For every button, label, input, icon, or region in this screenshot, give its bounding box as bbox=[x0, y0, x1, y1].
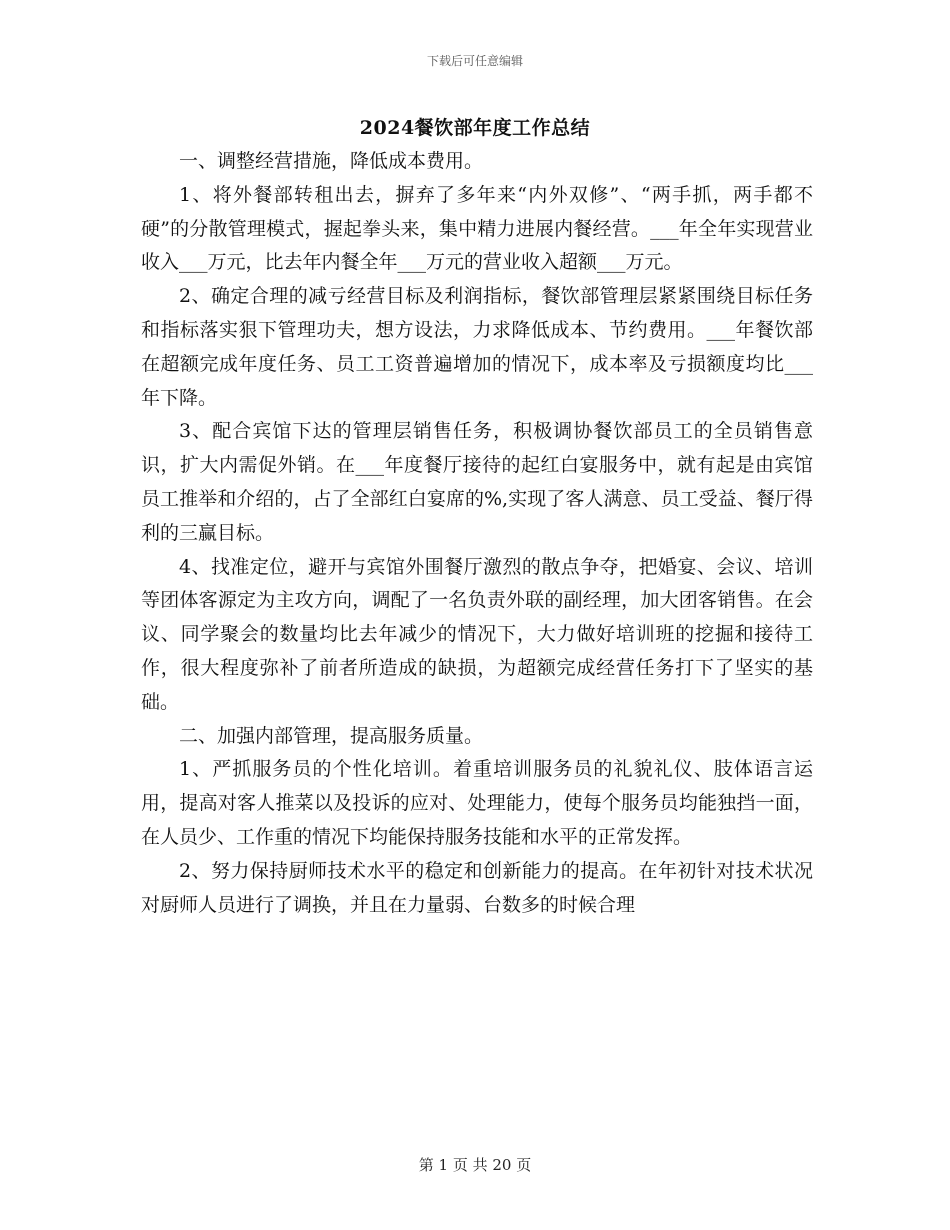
section-heading-1: 一、调整经营措施，降低成本费用。 bbox=[179, 150, 484, 172]
document-body bbox=[141, 145, 813, 922]
page-number: 第 1 页 共 20 页 bbox=[418, 1156, 532, 1174]
paragraph: 2、确定合理的减亏经营目标及利润指标，餐饮部管理层紧紧围绕目标任务和指标落实狠下管理功夫，想方设法，力求降低成本、节约费用。___年餐饮部在超额完成年度任务、员工工资普遍增加的情况下，成本率及亏损额度均比___年下降。 bbox=[141, 285, 813, 409]
paragraph: 1、将外餐部转租出去，摒弃了多年来“内外双修”、“两手抓，两手都不硬”的分散管理模式，握起拳头来，集中精力进展内餐经营。___年全年实现营业收入___万元，比去年内餐全年___万元的营业收入超额___万元。 bbox=[141, 183, 813, 274]
document-title: 2024餐饮部年度工作总结 bbox=[359, 117, 591, 139]
paragraph: 4、找准定位，避开与宾馆外围餐厅激烈的散点争夺，把婚宴、会议、培训等团体客源定为主攻方向，调配了一名负责外联的副经理，加大团客销售。在会议、同学聚会的数量均比去年减少的情况下，大力做好培训班的挖掘和接待工作，很大程度弥补了前者所造成的缺损，为超额完成经营任务打下了坚实的基础。 bbox=[141, 555, 813, 713]
paragraph: 2、努力保持厨师技术水平的稳定和创新能力的提高。在年初针对技术状况对厨师人员进行了调换，并且在力量弱、台数多的时候合理 bbox=[141, 859, 813, 916]
page-header-note: 下载后可任意编辑 bbox=[426, 54, 523, 68]
section-heading-2: 二、加强内部管理，提高服务质量。 bbox=[179, 724, 484, 747]
paragraph: 3、配合宾馆下达的管理层销售任务，积极调协餐饮部员工的全员销售意识，扩大内需促外销。在___年度餐厅接待的起红白宴服务中，就有起是由宾馆员工推举和介绍的，占了全部红白宴席的%,实现了客人满意、员工受益、餐厅得利的三赢目标。 bbox=[141, 420, 813, 544]
paragraph: 1、严抓服务员的个性化培训。着重培训服务员的礼貌礼仪、肢体语言运用，提高对客人推菜以及投诉的应对、处理能力，使每个服务员均能独挡一面，在人员少、工作重的情况下均能保持服务技能和水平的正常发挥。 bbox=[141, 758, 813, 848]
